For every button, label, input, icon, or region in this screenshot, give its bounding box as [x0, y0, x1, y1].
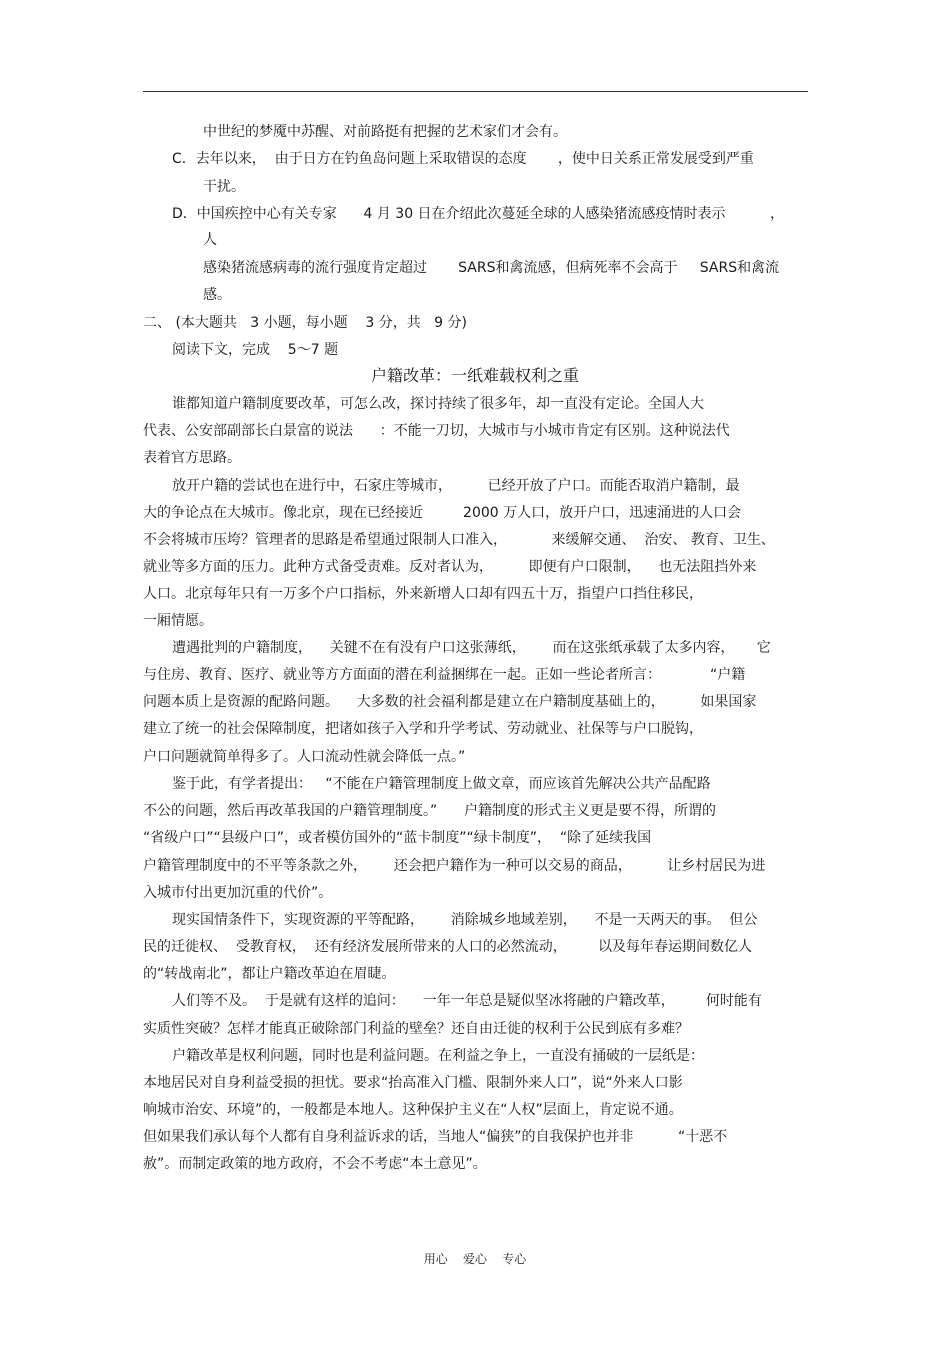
text-line: 与住房、教育、医疗、就业等方方面面的潜在利益捆绑在一起。正如一些论者所言： “户籍	[143, 667, 746, 683]
article-title: 户籍改革：一纸难载权利之重	[370, 366, 579, 385]
text-line: 民的迁徙权、 受教育权， 还有经济发展所带来的人口的必然流动， 以及每年春运期间数亿人	[143, 939, 752, 955]
text-line: 本地居民对自身利益受损的担忧。要求“抬高准入门槛、限制外来人口”，说“外来人口影	[143, 1075, 683, 1091]
text-line: 入城市付出更加沉重的代价”。	[143, 885, 333, 901]
option-c: C．去年以来， 由于日方在钓鱼岛问题上采取错误的态度 ，使中日关系正常发展受到严重	[172, 151, 754, 167]
text-line: 赦”。而制定政策的地方政府，不会不考虑“本土意见”。	[143, 1156, 487, 1172]
text-line: 中世纪的梦魇中苏醒、对前路挺有把握的艺术家们才会有。	[203, 124, 567, 140]
text-line: 人	[203, 232, 217, 248]
text-line: 户口问题就简单得多了。人口流动性就会降低一点。”	[143, 749, 466, 765]
text-line: 代表、公安部副部长白景富的说法 ：不能一刀切，大城市与小城市肯定有区别。这种说法代	[143, 423, 730, 439]
text-line: 的“转战南北”，都让户籍改革迫在眉睫。	[143, 966, 396, 982]
text-line: 户籍管理制度中的不平等条款之外， 还会把户籍作为一种可以交易的商品， 让乡村居民为进	[143, 858, 766, 874]
option-d: D．中国疾控中心有关专家 4 月 30 日在介绍此次蔓延全球的人感染猪流感疫情时表示 ，	[172, 206, 785, 222]
text-line: 大的争论点在大城市。像北京，现在已经接近 2000 万人口，放开户口，迅速涌进的人口会	[143, 505, 742, 521]
text-line: 遭遇批判的户籍制度， 关键不在有没有户口这张薄纸， 而在这张纸承载了太多内容， 它	[172, 640, 771, 656]
text-line: 就业等多方面的压力。此种方式备受责难。反对者认为， 即便有户口限制， 也无法阻挡外来	[143, 559, 757, 575]
page-footer: 用心 爱心 专心	[423, 1252, 527, 1266]
header-rule	[143, 91, 808, 92]
text-line: 鉴于此，有学者提出： “不能在户籍管理制度上做文章，而应该首先解决公共产品配路	[172, 776, 711, 792]
text-line: 建立了统一的社会保障制度，把诸如孩子入学和升学考试、劳动就业、社保等与户口脱钩，	[143, 721, 703, 737]
text-line: 放开户籍的尝试也在进行中，石家庄等城市， 已经开放了户口。而能否取消户籍制，最	[172, 478, 740, 494]
text-line: 问题本质上是资源的配路问题。 大多数的社会福利都是建立在户籍制度基础上的， 如果国家	[143, 694, 757, 710]
reading-instruction: 阅读下文，完成 5～7 题	[172, 342, 339, 358]
text-line: 现实国情条件下，实现资源的平等配路， 消除城乡地域差别， 不是一天两天的事。 但公	[172, 912, 758, 928]
text-line: “省级户口”“县级户口”，或者模仿国外的“蓝卡制度”“绿卡制度”， “除了延续我国	[143, 830, 652, 846]
text-line: 不公的问题，然后再改革我国的户籍管理制度。” 户籍制度的形式主义更是要不得，所谓的	[143, 803, 716, 819]
text-line: 干扰。	[203, 179, 245, 195]
text-line: 响城市治安、环境”的，一般都是本地人。这种保护主义在“人权”层面上，肯定说不通。	[143, 1102, 683, 1118]
text-line: 谁都知道户籍制度要改革，可怎么改，探讨持续了很多年，却一直没有定论。全国人大	[172, 396, 704, 412]
text-line: 户籍改革是权利问题，同时也是利益问题。在利益之争上，一直没有捅破的一层纸是：	[172, 1048, 704, 1064]
text-line: 但如果我们承认每个人都有自身利益诉求的话，当地人“偏狭”的自我保护也并非 “十恶不	[143, 1129, 728, 1145]
text-line: 不会将城市压垮？管理者的思路是希望通过限制人口准入， 来缓解交通、 治安、 教育、卫生、	[143, 532, 775, 548]
section-heading: 二、 (本大题共 3 小题，每小题 3 分，共 9 分)	[143, 315, 467, 331]
text-line: 人们等不及。 于是就有这样的追问： 一年一年总是疑似坚冰将融的户籍改革， 何时能有	[172, 993, 762, 1009]
text-line: 一厢情愿。	[143, 613, 213, 629]
text-line: 人口。北京每年只有一万多个户口指标，外来新增人口却有四五十万，指望户口挡住移民，	[143, 586, 703, 602]
text-line: 表着官方思路。	[143, 450, 241, 466]
text-line: 感染猪流感病毒的流行强度肯定超过 SARS和禽流感，但病死率不会高于 SARS和禽流	[203, 260, 780, 276]
text-line: 感。	[203, 287, 231, 303]
text-line: 实质性突破？怎样才能真正破除部门利益的壁垒？还自由迁徙的权利于公民到底有多难？	[143, 1021, 689, 1037]
